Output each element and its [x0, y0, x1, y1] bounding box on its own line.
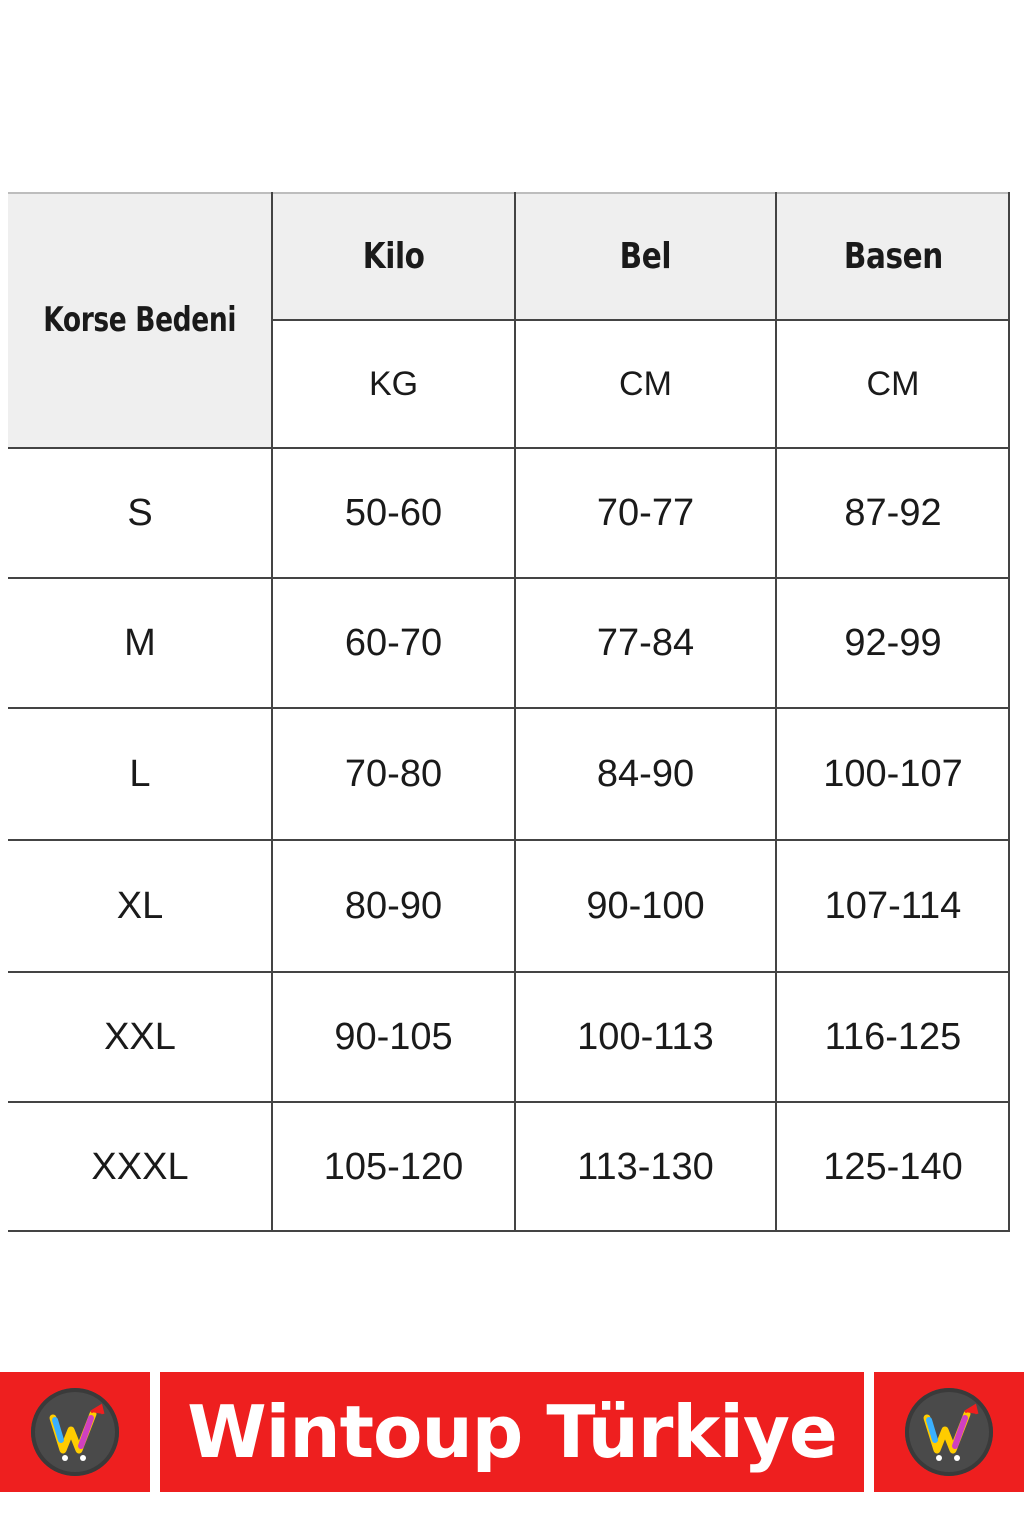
grid-line	[1008, 192, 1010, 1232]
banner-logo-right	[874, 1372, 1024, 1492]
basen-cell	[776, 708, 1010, 840]
bel-cell	[515, 708, 776, 840]
kilo-cell	[272, 448, 515, 578]
kilo-value: 90-105	[334, 1015, 453, 1058]
banner-title: Wintoup Türkiye	[187, 1390, 837, 1474]
unit-label: CM	[866, 364, 920, 403]
grid-line	[271, 192, 273, 1232]
kilo-value: 105-120	[323, 1145, 464, 1188]
bel-value: 84-90	[596, 752, 695, 795]
basen-cell	[776, 448, 1010, 578]
bel-cell	[515, 840, 776, 972]
wintoup-cart-logo-icon	[31, 1388, 119, 1476]
column-header-label: Basen	[843, 235, 943, 277]
kilo-cell	[272, 708, 515, 840]
kilo-value: 70-80	[344, 752, 443, 795]
column-header-label: Bel	[619, 235, 672, 277]
grid-line	[8, 1101, 1010, 1103]
size-label: S	[127, 491, 153, 534]
unit-cell-basen	[776, 320, 1010, 448]
banner-logo-left	[0, 1372, 150, 1492]
grid-line	[8, 577, 1010, 579]
grid-line	[514, 192, 516, 1232]
grid-line	[8, 447, 1010, 449]
bel-value: 77-84	[596, 621, 695, 664]
bel-cell	[515, 448, 776, 578]
basen-value: 87-92	[844, 491, 942, 534]
column-header-kilo	[272, 192, 515, 320]
column-header-bel	[515, 192, 776, 320]
grid-line	[8, 839, 1010, 841]
grid-line	[8, 1230, 1010, 1232]
size-label: M	[124, 621, 156, 664]
grid-line	[8, 707, 1010, 709]
basen-value: 107-114	[824, 884, 962, 927]
bel-cell	[515, 578, 776, 708]
size-cell	[8, 578, 272, 708]
brand-banner	[0, 1372, 1024, 1494]
unit-cell-kilo	[272, 320, 515, 448]
basen-value: 100-107	[823, 752, 963, 795]
corner-header-label: Korse Bedeni	[43, 300, 237, 340]
size-cell	[8, 448, 272, 578]
kilo-value: 80-90	[344, 884, 443, 927]
banner-title-block	[160, 1372, 864, 1492]
basen-cell	[776, 840, 1010, 972]
grid-line	[8, 192, 1010, 194]
size-chart-table	[8, 192, 1010, 1232]
grid-line	[775, 192, 777, 1232]
bel-value: 70-77	[596, 491, 695, 534]
kilo-cell	[272, 972, 515, 1102]
size-cell	[8, 972, 272, 1102]
unit-label: CM	[619, 364, 672, 403]
size-label: XXXL	[91, 1145, 189, 1188]
size-label: XL	[116, 884, 164, 927]
bel-value: 100-113	[577, 1015, 714, 1058]
size-cell	[8, 1102, 272, 1232]
column-header-basen	[776, 192, 1010, 320]
kilo-cell	[272, 578, 515, 708]
size-cell	[8, 840, 272, 972]
kilo-value: 60-70	[344, 621, 443, 664]
wintoup-cart-logo-icon	[905, 1388, 993, 1476]
size-label: L	[129, 752, 151, 795]
basen-cell	[776, 1102, 1010, 1232]
basen-value: 92-99	[844, 621, 942, 664]
corner-header-cell	[8, 192, 272, 448]
unit-cell-bel	[515, 320, 776, 448]
kilo-cell	[272, 840, 515, 972]
basen-value: 116-125	[824, 1015, 962, 1058]
basen-value: 125-140	[823, 1145, 963, 1188]
bel-value: 90-100	[586, 884, 705, 927]
bel-cell	[515, 972, 776, 1102]
bel-value: 113-130	[577, 1145, 714, 1188]
bel-cell	[515, 1102, 776, 1232]
grid-line	[8, 971, 1010, 973]
size-cell	[8, 708, 272, 840]
kilo-cell	[272, 1102, 515, 1232]
basen-cell	[776, 578, 1010, 708]
size-label: XXL	[104, 1015, 176, 1058]
unit-label: KG	[368, 364, 419, 403]
kilo-value: 50-60	[344, 491, 443, 534]
basen-cell	[776, 972, 1010, 1102]
grid-line	[272, 319, 1010, 321]
column-header-label: Kilo	[362, 235, 425, 277]
